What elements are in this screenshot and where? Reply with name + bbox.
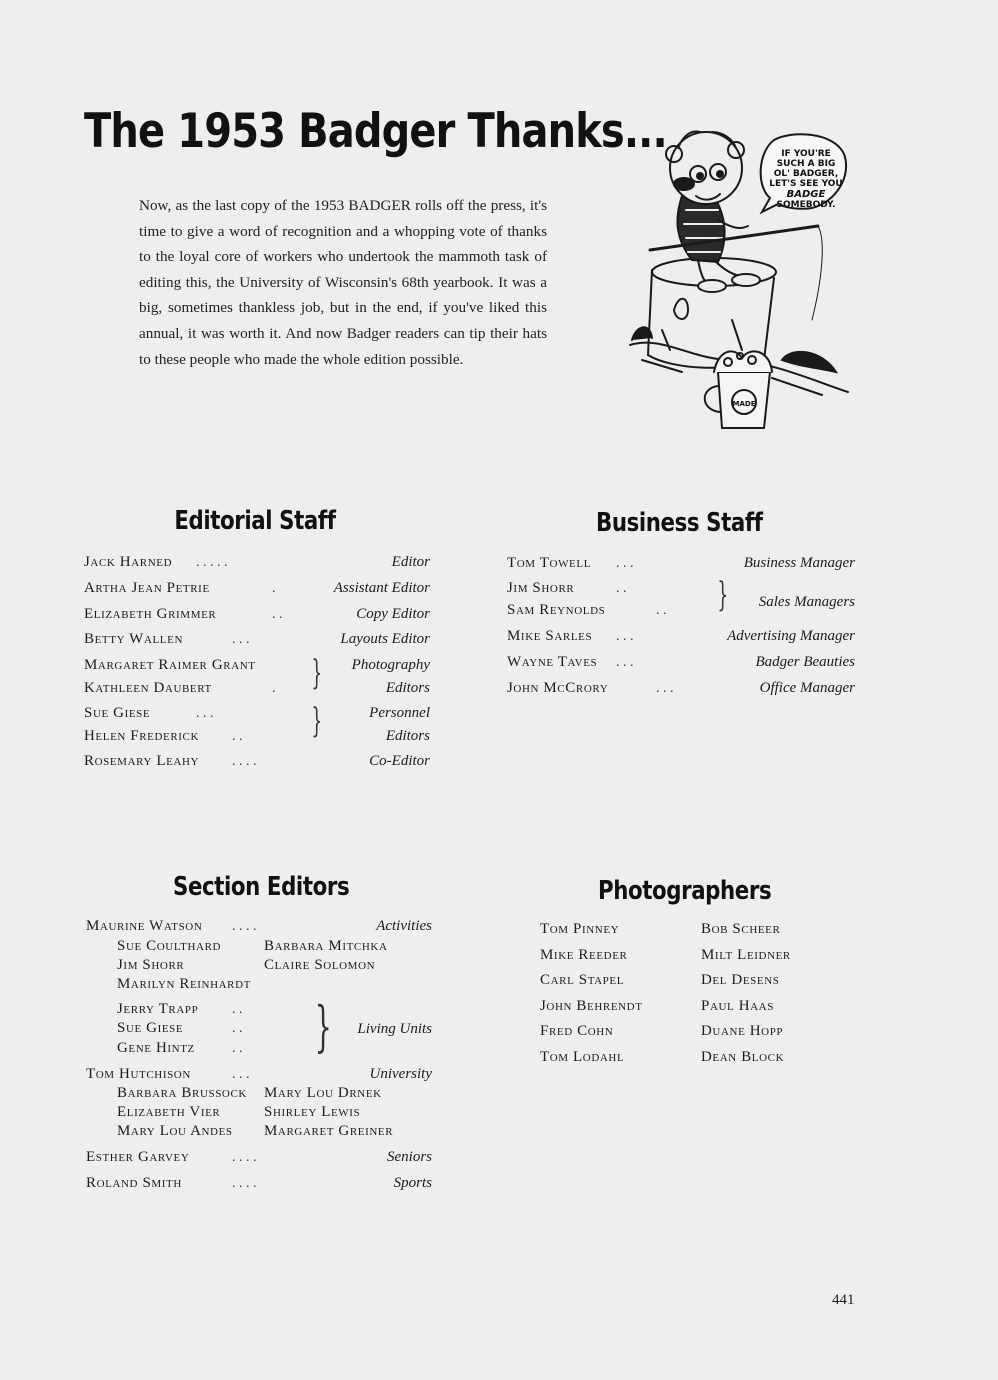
brace: } <box>314 995 332 1058</box>
staff-role: Copy Editor <box>356 606 430 622</box>
staff-role: Advertising Manager <box>727 628 855 644</box>
staff-role: Assistant Editor <box>333 580 430 596</box>
photographer-name: Tom Lodahl <box>540 1049 625 1065</box>
staff-name: Betty Wallen <box>84 631 183 647</box>
leader-dots: . . . <box>656 681 674 696</box>
staff-name: Helen Frederick <box>84 728 200 744</box>
editor-name: Mary Lou Andes <box>117 1123 233 1139</box>
photographer-name: Del Desens <box>701 972 780 988</box>
staff-name: Elizabeth Grimmer <box>84 606 217 622</box>
leader-dots: . . . . <box>232 754 257 769</box>
leader-dots: . . . . <box>232 1176 257 1191</box>
staff-name: John McCrory <box>507 680 609 696</box>
section-role: Sports <box>393 1175 432 1191</box>
leader-dots: . . . <box>232 1067 250 1082</box>
staff-name: Tom Towell <box>507 555 592 571</box>
leader-dots: . . . . <box>232 1150 257 1165</box>
staff-role: Badger Beauties <box>755 654 855 670</box>
staff-name: Jack Harned <box>84 554 173 570</box>
leader-dots: . . <box>232 1021 243 1036</box>
page-number: 441 <box>832 1292 855 1308</box>
editor-name: Barbara Mitchka <box>264 938 388 954</box>
business-staff-heading: Business Staff <box>596 508 763 538</box>
leader-dots: . . . . <box>232 919 257 934</box>
section-role: Living Units <box>357 1021 432 1037</box>
photographer-name: Mike Reeder <box>540 947 628 963</box>
staff-role: Co-Editor <box>369 753 430 769</box>
speech-line-1: IF YOU'RE <box>781 149 831 159</box>
editorial-staff-heading: Editorial Staff <box>174 506 336 536</box>
brace: } <box>717 575 729 615</box>
leader-dots: . . <box>232 1002 243 1017</box>
staff-name: Sue Giese <box>84 705 151 721</box>
brace: } <box>311 701 323 741</box>
staff-role: Layouts Editor <box>340 631 430 647</box>
editor-name: Shirley Lewis <box>264 1104 361 1120</box>
staff-role: Business Manager <box>743 555 855 571</box>
staff-role: Personnel <box>369 705 430 721</box>
photographer-name: Paul Haas <box>701 998 774 1014</box>
staff-name: Artha Jean Petrie <box>84 580 210 596</box>
leader-dots: . . . <box>232 632 250 647</box>
staff-name: Margaret Raimer Grant <box>84 657 256 673</box>
leader-dots: . . <box>232 729 243 744</box>
brace: } <box>311 653 323 693</box>
editor-name: Jerry Trapp <box>117 1001 199 1017</box>
leader-dots: . . . <box>616 556 634 571</box>
staff-role: Editor <box>391 554 430 570</box>
leader-dots: . <box>272 581 276 596</box>
photographer-name: John Behrendt <box>540 998 643 1014</box>
speech-line-2: SUCH A BIG <box>776 159 836 169</box>
editor-name: Tom Hutchison <box>86 1066 191 1082</box>
leader-dots: . . . <box>616 629 634 644</box>
photographers-heading: Photographers <box>598 876 772 906</box>
leader-dots: . . <box>656 603 667 618</box>
editor-name: Barbara Brussock <box>117 1085 247 1101</box>
photographer-name: Tom Pinney <box>540 921 620 937</box>
intro-paragraph: Now, as the last copy of the 1953 BADGER rolls off the press, it's time to give a word of recognition and a whopping vote of thanks to the loyal core of workers who undertook the mammoth task of editing this, the University of Wisconsin's 68th yearbook. It was a big, sometimes thankless job, but in the end, if you've liked this annual, it was worth it. And now Badger readers can tip their hats to these people who made the whole edition possible. <box>139 197 547 368</box>
leader-dots: . . . <box>196 706 214 721</box>
editor-name: Esther Garvey <box>86 1149 190 1165</box>
staff-role: Photography <box>351 657 430 673</box>
leader-dots: . . <box>232 1041 243 1056</box>
speech-line-5: BADGE <box>786 189 826 200</box>
badger-cartoon-illustration <box>622 110 854 440</box>
photographer-name: Bob Scheer <box>701 921 781 937</box>
section-role: Activities <box>376 918 432 934</box>
photographer-name: Fred Cohn <box>540 1023 614 1039</box>
speech-line-6: SOMEBODY. <box>776 200 836 210</box>
staff-role: Office Manager <box>759 680 855 696</box>
editor-name: Elizabeth Vier <box>117 1104 221 1120</box>
photographer-name: Carl Stapel <box>540 972 625 988</box>
section-editors-heading: Section Editors <box>173 872 350 902</box>
editor-name: Maurine Watson <box>86 918 203 934</box>
editor-name: Jim Shorr <box>117 957 185 973</box>
photographer-name: Duane Hopp <box>701 1023 784 1039</box>
staff-role: Editors <box>385 680 430 696</box>
staff-name: Sam Reynolds <box>507 602 606 618</box>
staff-name: Mike Sarles <box>507 628 593 644</box>
leader-dots: . . . . . <box>196 555 228 570</box>
editor-name: Sue Coulthard <box>117 938 222 954</box>
staff-role: Sales Managers <box>758 594 855 610</box>
editor-name: Sue Giese <box>117 1020 184 1036</box>
editor-name: Mary Lou Drnek <box>264 1085 382 1101</box>
leader-dots: . . <box>616 581 627 596</box>
leader-dots: . . <box>272 607 283 622</box>
staff-name: Jim Shorr <box>507 580 575 596</box>
page-title: The 1953 Badger Thanks... <box>84 104 667 159</box>
section-role: Seniors <box>387 1149 432 1165</box>
editor-name: Margaret Greiner <box>264 1123 394 1139</box>
editor-name: Claire Solomon <box>264 957 376 973</box>
editor-name: Gene Hintz <box>117 1040 195 1056</box>
editor-name: Marilyn Reinhardt <box>117 976 251 992</box>
editor-name: Roland Smith <box>86 1175 182 1191</box>
staff-name: Rosemary Leahy <box>84 753 200 769</box>
section-role: University <box>369 1066 432 1082</box>
staff-role: Editors <box>385 728 430 744</box>
speech-line-4: LET'S SEE YOU <box>769 179 843 189</box>
speech-line-3: OL' BADGER, <box>773 169 839 179</box>
photographer-name: Milt Leidner <box>701 947 791 963</box>
leader-dots: . . . <box>616 655 634 670</box>
leader-dots: . <box>272 681 276 696</box>
photographer-name: Dean Block <box>701 1049 785 1065</box>
mug-label: MADE <box>732 400 756 408</box>
staff-name: Wayne Taves <box>507 654 598 670</box>
staff-name: Kathleen Daubert <box>84 680 212 696</box>
